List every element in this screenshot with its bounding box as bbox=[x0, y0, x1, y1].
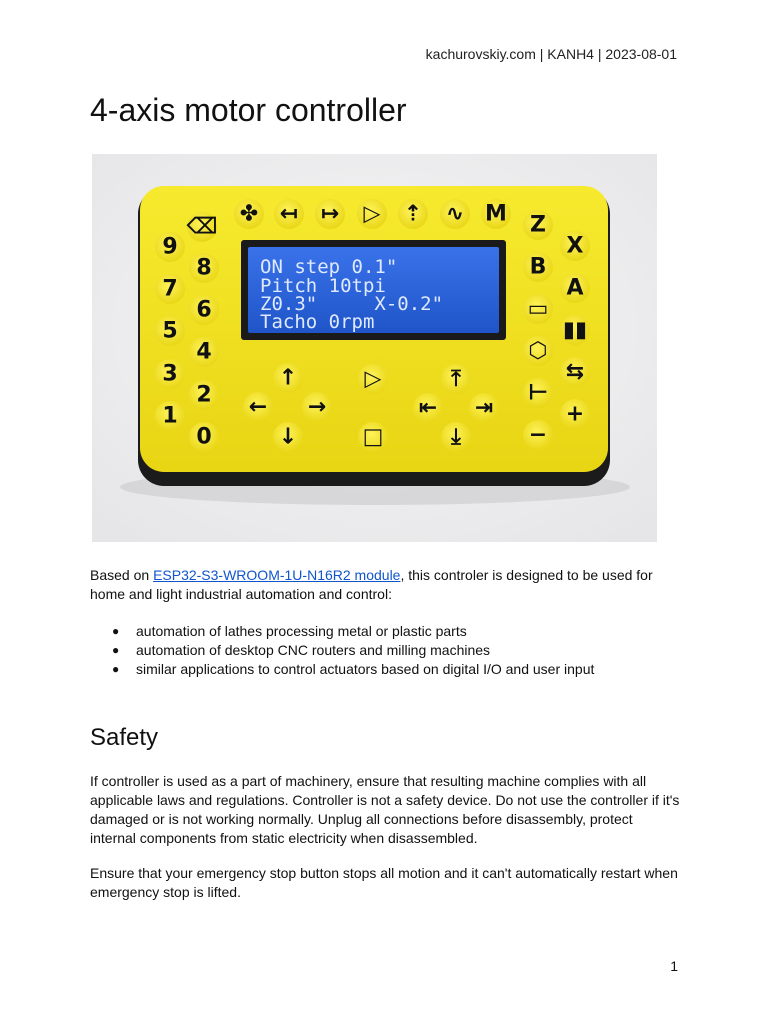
key-9: 9 bbox=[162, 234, 178, 260]
jump-left-icon: ⇤ bbox=[418, 395, 438, 421]
bullet-icon: ● bbox=[112, 643, 120, 657]
backspace-icon: ⌫ bbox=[186, 214, 218, 240]
key-1: 1 bbox=[162, 403, 178, 429]
page-title: 4-axis motor controller bbox=[90, 92, 407, 128]
intro-after-link: , this controler is designed to be used for home and light industrial automation and control: bbox=[90, 567, 653, 602]
stop-square-icon: ▭ bbox=[527, 296, 549, 322]
stop-icon: □ bbox=[362, 424, 384, 450]
jump-right-icon: ⇥ bbox=[474, 395, 494, 421]
minus-icon: − bbox=[528, 422, 548, 448]
key-3: 3 bbox=[162, 361, 178, 387]
list-item bbox=[90, 660, 594, 679]
key-0: 0 bbox=[196, 424, 212, 450]
measure-icon: ⊢ bbox=[527, 380, 549, 406]
key-a: A bbox=[566, 275, 584, 301]
list-item-text: similar applications to control actuators based on digital I/O and user input bbox=[136, 661, 595, 677]
list-item-text: automation of desktop CNC routers and milling machines bbox=[136, 642, 491, 658]
controller-photo bbox=[92, 154, 657, 542]
intro-paragraph bbox=[90, 566, 680, 604]
list-item bbox=[90, 641, 594, 660]
intro-before-link: Based on bbox=[90, 567, 154, 583]
up-stop-icon: ⇡ bbox=[403, 201, 423, 227]
lcd-line-1: ON step 0.1" bbox=[260, 256, 398, 278]
lcd-line-2: Pitch 10tpi bbox=[260, 275, 386, 297]
key-x: X bbox=[566, 233, 584, 259]
safety-heading: Safety bbox=[90, 724, 159, 751]
list-item bbox=[90, 622, 594, 641]
thread-icon: ∿ bbox=[445, 201, 465, 227]
lcd-line-4: Tacho 0rpm bbox=[260, 311, 375, 333]
bullet-icon: ● bbox=[112, 624, 120, 638]
arrow-left-icon: ← bbox=[248, 394, 268, 420]
jump-up-icon: ⤒ bbox=[451, 366, 461, 392]
safety-paragraph-2: Ensure that your emergency stop button stops all motion and it can't automatically restart when emergency stop is lifted. bbox=[90, 865, 678, 900]
arrow-right-icon: → bbox=[307, 394, 327, 420]
page-number: 1 bbox=[670, 958, 678, 974]
use-case-list bbox=[90, 622, 594, 679]
safety-paragraph-1: If controller is used as a part of machinery, ensure that resulting machine complies with all applicable laws and regulations. Controller is not a safety device. Do not use the controller if it's damaged or is not working normally. Unplug all connections before disassembly, protect internal components from static electricity when disassembled. bbox=[90, 773, 680, 846]
left-stop-icon: ↤ bbox=[279, 201, 299, 227]
key-b: B bbox=[529, 254, 547, 280]
key-plus: + bbox=[565, 401, 585, 427]
arrow-down-icon: ↓ bbox=[278, 424, 298, 450]
bullet-icon: ● bbox=[112, 662, 120, 676]
lcd-line-3: Z0.3" X-0.2" bbox=[260, 293, 444, 315]
key-4: 4 bbox=[196, 339, 212, 365]
esp32-module-link[interactable]: ESP32-S3-WROOM-1U-N16R2 module bbox=[153, 567, 401, 583]
key-7: 7 bbox=[162, 276, 178, 302]
list-item-text: automation of lathes processing metal or plastic parts bbox=[136, 623, 467, 639]
key-2: 2 bbox=[196, 382, 212, 408]
controller-illustration bbox=[92, 154, 657, 542]
document-header-meta: kachurovskiy.com | KANH4 | 2023-08-01 bbox=[425, 46, 677, 62]
swap-icon: ⇆ bbox=[565, 359, 585, 385]
spindle-icon: ✤ bbox=[239, 201, 259, 227]
key-6: 6 bbox=[196, 297, 212, 323]
nut-icon: ⬡ bbox=[528, 338, 548, 364]
play-outline-icon: ▷ bbox=[363, 201, 381, 227]
arrow-up-icon: ↑ bbox=[278, 365, 298, 391]
jump-down-icon: ⤓ bbox=[451, 424, 461, 450]
key-5: 5 bbox=[162, 318, 178, 344]
right-stop-icon: ↦ bbox=[320, 201, 340, 227]
key-z: Z bbox=[530, 212, 546, 238]
m-key-label: M bbox=[485, 201, 507, 227]
bars-icon: ▮▮ bbox=[562, 317, 588, 343]
play-icon: ▷ bbox=[364, 366, 382, 392]
key-8: 8 bbox=[196, 255, 212, 281]
